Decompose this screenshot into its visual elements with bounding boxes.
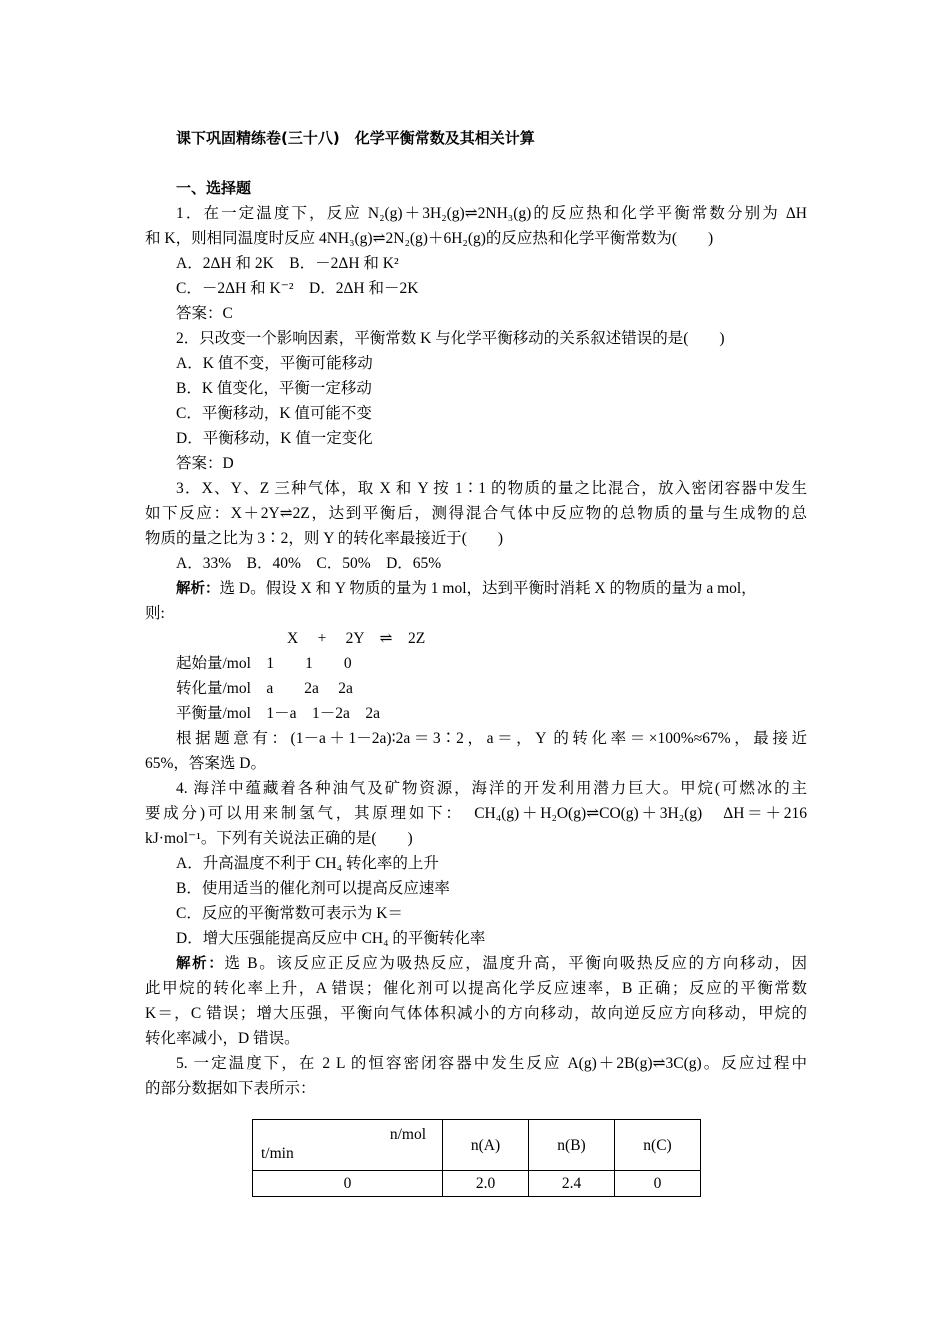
- table-cell: 0: [615, 1171, 701, 1197]
- q2-option-b: B．K 值变化，平衡一定移动: [176, 380, 372, 397]
- q3-line2: 如下反应：X＋2Y⇌2Z，达到平衡后，测得混合气体中反应物的总物质的量与生成物的总: [145, 505, 807, 522]
- solution-label: 解析：: [176, 956, 225, 972]
- solution-label: 解析：: [176, 581, 220, 597]
- table-header-cell: n(B): [529, 1120, 615, 1171]
- table-header-cell: n(C): [615, 1120, 701, 1171]
- table-row: [253, 1171, 701, 1197]
- q5-line2: 的部分数据如下表所示：: [145, 1080, 316, 1097]
- corner-top-label: n/mol: [389, 1126, 426, 1143]
- q3-initial-row: 起始量/mol 1 1 0: [176, 655, 352, 672]
- q4-line2: 要成分)可以用来制氢气，其原理如下： CH₄(g)＋H₂O(g)⇌CO(g)＋3H₂(g) ΔH＝＋216: [145, 805, 807, 822]
- q3-change-row: 转化量/mol a 2a 2a: [176, 680, 353, 697]
- table-header-row: [253, 1120, 701, 1171]
- q3-options: A．33% B．40% C．50% D．65%: [176, 555, 442, 572]
- q3-line3: 物质的量之比为 3∶2，则 Y 的转化率最接近于( ): [145, 530, 504, 547]
- q4-option-b: B．使用适当的催化剂可以提高反应速率: [176, 880, 450, 897]
- table-cell: 2.4: [529, 1171, 615, 1197]
- document-page: [145, 126, 807, 1197]
- q4-option-a: A．升高温度不利于 CH₄ 转化率的上升: [176, 855, 439, 872]
- q3-solution-line2: 则:: [145, 605, 165, 622]
- q2-option-a: A．K 值不变，平衡可能移动: [176, 355, 373, 372]
- q3-equation: X + 2Y ⇌ 2Z: [287, 630, 426, 647]
- table-cell: 0: [253, 1171, 443, 1197]
- q3-equilibrium-row: 平衡量/mol 1－a 1－2a 2a: [176, 705, 381, 722]
- q4-option-d: D．增大压强能提高反应中 CH₄ 的平衡转化率: [176, 930, 486, 947]
- q1-options-ab: A．2ΔH 和 2K B．－2ΔH 和 K²: [176, 255, 399, 272]
- q3-solution-line1: [145, 576, 807, 601]
- q4-option-c: C．反应的平衡常数可表示为 K＝: [176, 905, 403, 922]
- q4-solution-text1: 选 B。该反应正反应为吸热反应，温度升高，平衡向吸热反应的方向移动，因: [224, 955, 808, 972]
- table-cell: 2.0: [443, 1171, 529, 1197]
- document-title: 课下巩固精练卷(三十八) 化学平衡常数及其相关计算: [176, 129, 535, 147]
- q4-solution-line4: 转化率减小，D 错误。: [145, 1030, 300, 1047]
- q4-solution-line1: [145, 951, 807, 976]
- q4-solution-line3: K＝，C 错误；增大压强，平衡向气体体积减小的方向移动，故向逆反应方向移动，甲烷的: [145, 1005, 807, 1022]
- q5-line1: 5. 一定温度下，在 2 L 的恒容密闭容器中发生反应 A(g)＋2B(g)⇌3C(g)。反应过程中: [176, 1055, 807, 1072]
- q4-line1: 4. 海洋中蕴藏着各种油气及矿物资源，海洋的开发利用潜力巨大。甲烷(可燃冰的主: [176, 780, 807, 797]
- q4-line3: kJ·mol⁻¹。下列有关说法正确的是( ): [145, 830, 413, 847]
- reaction-data-table: [252, 1119, 701, 1197]
- table-corner-cell: [253, 1120, 443, 1171]
- q4-solution-line2: 此甲烷的转化率上升，A 错误；催化剂可以提高化学反应速率，B 正确；反应的平衡常数: [145, 980, 807, 997]
- table-header-cell: n(A): [443, 1120, 529, 1171]
- q1-line1: 1．在一定温度下，反应 N₂(g)＋3H₂(g)⇌2NH₃(g)的反应热和化学平衡常数分别为 ΔH: [176, 205, 807, 222]
- q3-line1: 3．X、Y、Z 三种气体，取 X 和 Y 按 1∶1 的物质的量之比混合，放入密闭容器中发生: [176, 480, 807, 497]
- q2-option-c: C．平衡移动，K 值可能不变: [176, 405, 372, 422]
- q2-stem: 2．只改变一个影响因素，平衡常数 K 与化学平衡移动的关系叙述错误的是( ): [176, 330, 725, 347]
- q1-options-cd: C．－2ΔH 和 K⁻² D．2ΔH 和－2K: [176, 280, 419, 297]
- q1-line2: 和 K，则相同温度时反应 4NH₃(g)⇌2N₂(g)＋6H₂(g)的反应热和化学平衡常数为( ): [145, 230, 714, 247]
- section-heading: 一、选择题: [176, 179, 252, 197]
- q3-solution-text1: 选 D。假设 X 和 Y 物质的量为 1 mol，达到平衡时消耗 X 的物质的量为 a mol，: [219, 580, 757, 597]
- q2-option-d: D．平衡移动，K 值一定变化: [176, 430, 373, 447]
- q1-answer: 答案：C: [176, 305, 233, 322]
- q3-calc-line1: 根据题意有：(1－a＋1－2a)∶2a＝3∶2，a＝，Y 的转化率＝×100%≈67%，最接近: [176, 730, 807, 747]
- q3-calc-line2: 65%，答案选 D。: [145, 755, 266, 772]
- q2-answer: 答案：D: [176, 455, 234, 472]
- corner-bottom-label: t/min: [261, 1145, 294, 1162]
